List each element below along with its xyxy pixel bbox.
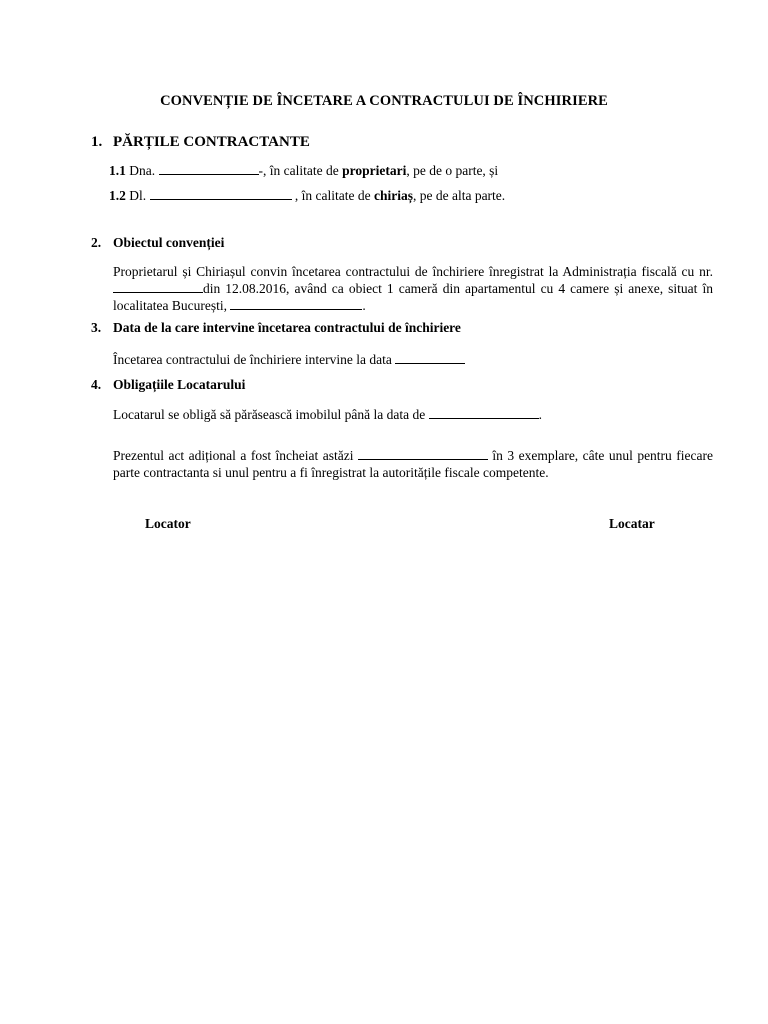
section-1-number: 1. [91, 134, 103, 150]
section-2-text-b: din 12.08.2016, având ca obiect 1 cameră din apartamentul cu 4 camere și anexe, situat în localitatea București, [113, 281, 713, 313]
section-2-paragraph [113, 263, 713, 314]
section-1-heading [91, 134, 310, 151]
section-1-title: PĂRȚILE CONTRACTANTE [113, 134, 310, 150]
closing-text-b: în 3 exemplare, câte unul pentru fiecare parte contractanta si unul pentru a fi înregistrat la autoritățile fiscale competente. [113, 448, 713, 480]
section-2-number: 2. [91, 235, 102, 250]
termination-date-blank [395, 351, 465, 364]
section-2-text-a: Proprietarul și Chiriașul convin încetarea contractului de închiriere înregistrat la Administrația fiscală cu nr. [113, 264, 713, 279]
section-3-paragraph [113, 351, 713, 368]
section-2-title: Obiectul convenției [113, 235, 225, 250]
address-blank [230, 297, 362, 310]
party-1-label: 1.1 [109, 163, 126, 178]
section-4-text-a: Locatarul se obligă să părăsească imobilul până la data de [113, 407, 429, 422]
section-3-heading [91, 320, 461, 336]
signature-locatar-label: Locatar [609, 516, 655, 531]
closing-paragraph [113, 447, 713, 481]
registration-number-blank [113, 280, 203, 293]
section-4-title: Obligațiile Locatarului [113, 377, 246, 392]
section-3-number: 3. [91, 320, 102, 335]
section-2-text-c: . [362, 298, 366, 313]
section-2-heading [91, 235, 224, 251]
party-2-line [109, 187, 505, 204]
party-1-line [109, 162, 498, 179]
section-3-text: Încetarea contractului de închiriere intervine la data [113, 352, 396, 367]
section-3-title: Data de la care intervine încetarea contractului de închiriere [113, 320, 461, 335]
party-2-suffix: , pe de alta parte. [412, 188, 506, 203]
party-2-prefix: Dl. [125, 188, 150, 203]
party-2-after-blank: , în calitate de [291, 188, 374, 203]
party-2-name-blank [150, 187, 292, 200]
document-title: CONVENȚIE DE ÎNCETARE A CONTRACTULUI DE ÎNCHIRIERE [160, 93, 608, 109]
vacate-date-blank [429, 406, 539, 419]
section-4-heading [91, 377, 245, 393]
closing-text-a: Prezentul act adițional a fost încheiat astăzi [113, 448, 358, 463]
section-4-paragraph [113, 406, 713, 423]
party-1-role: proprietari [342, 163, 407, 178]
party-1-suffix: , pe de o parte, și [406, 163, 499, 178]
section-4-text-b: . [538, 407, 542, 422]
party-2-label: 1.2 [109, 188, 126, 203]
signing-date-blank [358, 447, 488, 460]
section-4-number: 4. [91, 377, 102, 392]
party-1-prefix: Dna. [125, 163, 159, 178]
signature-locator-label: Locator [145, 516, 191, 531]
party-1-name-blank [159, 162, 259, 175]
party-1-after-blank: -, în calitate de [258, 163, 343, 178]
party-2-role: chiriaș [373, 188, 413, 203]
